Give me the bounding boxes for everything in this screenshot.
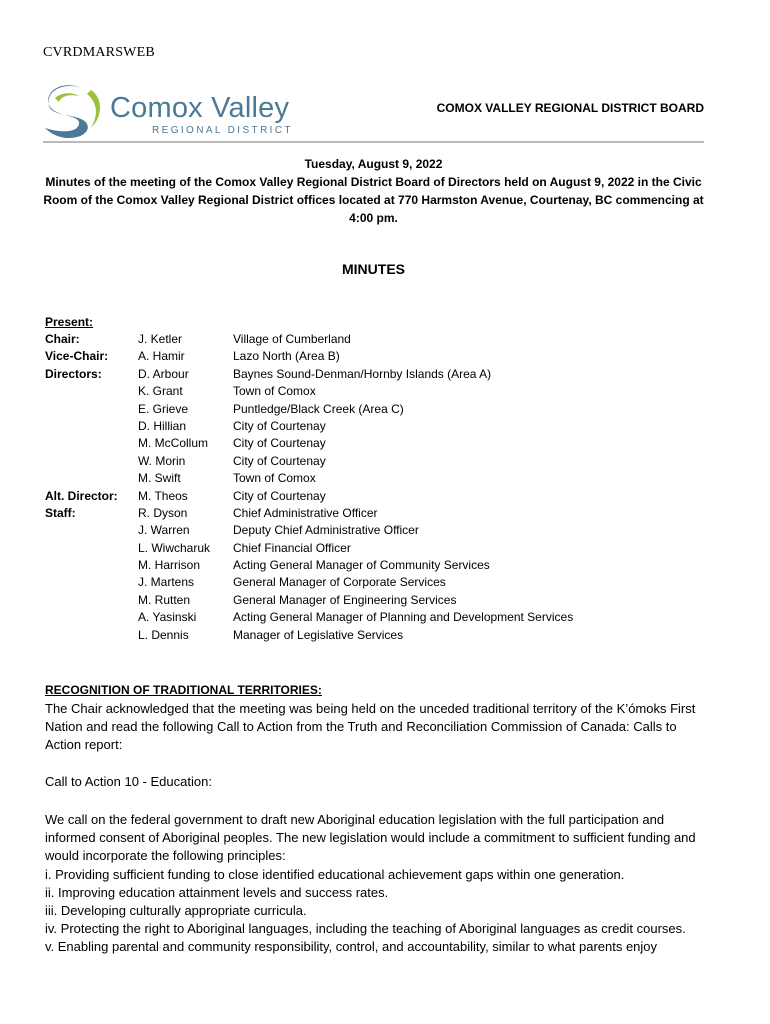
call-to-action-body — [45, 811, 710, 957]
attendee-role — [45, 610, 138, 627]
attendee-role — [45, 593, 138, 610]
attendee-name: J. Martens — [138, 575, 195, 590]
attendee-name: J. Warren — [138, 523, 190, 538]
attendance-row — [45, 402, 573, 419]
attendee-role: Chair: — [45, 332, 80, 346]
minutes-heading: MINUTES — [342, 261, 405, 277]
attendee-name: A. Hamir — [138, 349, 185, 364]
attendance-row — [45, 471, 573, 488]
attendee-affiliation: Puntledge/Black Creek (Area C) — [233, 401, 404, 416]
attendee-name: W. Morin — [138, 453, 186, 468]
attendee-affiliation: General Manager of Corporate Services — [233, 575, 446, 590]
attendee-affiliation: Acting General Manager of Planning and Development Services — [233, 610, 574, 625]
attendee-name: M. Swift — [138, 471, 181, 486]
attendance-row — [45, 384, 573, 401]
attendee-affiliation: Lazo North (Area B) — [233, 349, 340, 364]
attendee-affiliation: Manager of Legislative Services — [233, 627, 404, 642]
attendee-affiliation: Deputy Chief Administrative Officer — [233, 523, 419, 538]
attendee-role: Directors: — [45, 366, 102, 381]
board-title: COMOX VALLEY REGIONAL DISTRICT BOARD — [436, 101, 704, 115]
recognition-intro: The Chair acknowledged that the meeting was being held on the unceded traditional territory of the K’ómoks First Nation and read the following Call to Action from the Truth and Reconciliation Commission of Canada: Calls to Action report: — [45, 701, 696, 753]
attendee-affiliation: City of Courtenay — [233, 488, 326, 503]
attendee-role — [45, 419, 138, 436]
call-to-action-text: We call on the federal government to draft new Aboriginal education legislation with the full participation and informed consent of Aboriginal peoples. The new legislation would include a commitment to sufficient funding and would incorporate the following principles: — [45, 812, 696, 864]
principle-item: iv. Protecting the right to Aboriginal languages, including the teaching of Aboriginal languages as credit courses. — [45, 921, 686, 937]
header-divider — [43, 141, 704, 143]
attendee-affiliation: Chief Administrative Officer — [233, 505, 378, 520]
attendee-affiliation: Acting General Manager of Community Services — [233, 558, 490, 573]
attendee-role: Staff: — [45, 505, 76, 520]
attendee-affiliation: Chief Financial Officer — [233, 540, 351, 555]
meeting-date: Tuesday, August 9, 2022 — [304, 157, 443, 171]
principle-item: i. Providing sufficient funding to close identified educational achievement gaps within one generation. — [45, 866, 625, 882]
attendee-affiliation: Town of Comox — [233, 384, 316, 399]
attendance-row — [45, 454, 573, 471]
attendee-role — [45, 523, 138, 540]
attendee-name: J. Ketler — [138, 332, 183, 346]
meeting-description: Minutes of the meeting of the Comox Valley Regional District Board of Directors held on August 9, 2022 in the Civic Room of the Comox Valley Regional District offices located at 770 Harmston Avenue, Courtenay, BC commencing at 4:00 pm. — [43, 175, 704, 225]
attendee-affiliation: City of Courtenay — [233, 436, 326, 451]
attendee-role: Vice-Chair: — [45, 349, 109, 364]
attendance-row — [45, 610, 573, 627]
attendance-row — [45, 523, 573, 540]
attendee-name: M. Rutten — [138, 592, 191, 607]
recognition-heading: RECOGNITION OF TRADITIONAL TERRITORIES: — [45, 683, 322, 697]
attendee-affiliation: Baynes Sound-Denman/Hornby Islands (Area A) — [233, 366, 492, 381]
attendance-table — [45, 332, 573, 645]
attendee-role — [45, 402, 138, 419]
attendance-row — [45, 541, 573, 558]
attendance-row — [45, 558, 573, 575]
attendee-affiliation: City of Courtenay — [233, 453, 326, 468]
principles-list — [45, 866, 710, 957]
principle-item: v. Enabling parental and community responsibility, control, and accountability, similar to what parents enjoy — [45, 939, 658, 955]
attendance-row — [45, 332, 573, 349]
attendee-affiliation: Village of Cumberland — [233, 332, 351, 346]
attendance-row — [45, 628, 573, 645]
attendee-affiliation: City of Courtenay — [233, 418, 326, 433]
attendee-name: R. Dyson — [138, 505, 188, 520]
attendance-row — [45, 349, 573, 366]
attendee-name: L. Dennis — [138, 627, 189, 642]
principle-item: iii. Developing culturally appropriate curricula. — [45, 903, 307, 919]
attendee-role — [45, 575, 138, 592]
attendee-name: D. Arbour — [138, 366, 189, 381]
attendance-row — [45, 593, 573, 610]
attendee-name: K. Grant — [138, 384, 183, 399]
attendance-row — [45, 419, 573, 436]
present-label: Present: — [45, 315, 94, 329]
attendee-name: M. McCollum — [138, 436, 209, 451]
call-to-action-title: Call to Action 10 - Education: — [45, 774, 212, 789]
attendee-name: D. Hillian — [138, 418, 187, 433]
attendance-row — [45, 367, 573, 384]
logo-wordmark: Comox Valley — [110, 92, 290, 124]
attendance-row — [45, 575, 573, 592]
attendance-row — [45, 436, 573, 453]
attendee-name: M. Theos — [138, 488, 188, 503]
attendee-name: L. Wiwcharuk — [138, 540, 211, 555]
attendee-affiliation: General Manager of Engineering Services — [233, 592, 457, 607]
logo-subtitle: REGIONAL DISTRICT — [152, 125, 293, 136]
attendee-name: A. Yasinski — [138, 610, 197, 625]
attendee-role: Alt. Director: — [45, 488, 118, 503]
attendance-row — [45, 506, 573, 523]
attendee-role — [45, 628, 138, 645]
attendee-affiliation: Town of Comox — [233, 471, 316, 486]
attendee-role — [45, 384, 138, 401]
document-id: CVRDMARSWEB — [43, 45, 155, 60]
attendance-row — [45, 489, 573, 506]
attendee-role — [45, 471, 138, 488]
attendee-name: M. Harrison — [138, 558, 201, 573]
meeting-details — [43, 155, 704, 227]
principle-item: ii. Improving education attainment levels and success rates. — [45, 884, 389, 900]
attendee-role — [45, 558, 138, 575]
attendee-role — [45, 436, 138, 453]
attendee-role — [45, 541, 138, 558]
attendee-role — [45, 454, 138, 471]
attendee-name: E. Grieve — [138, 401, 189, 416]
